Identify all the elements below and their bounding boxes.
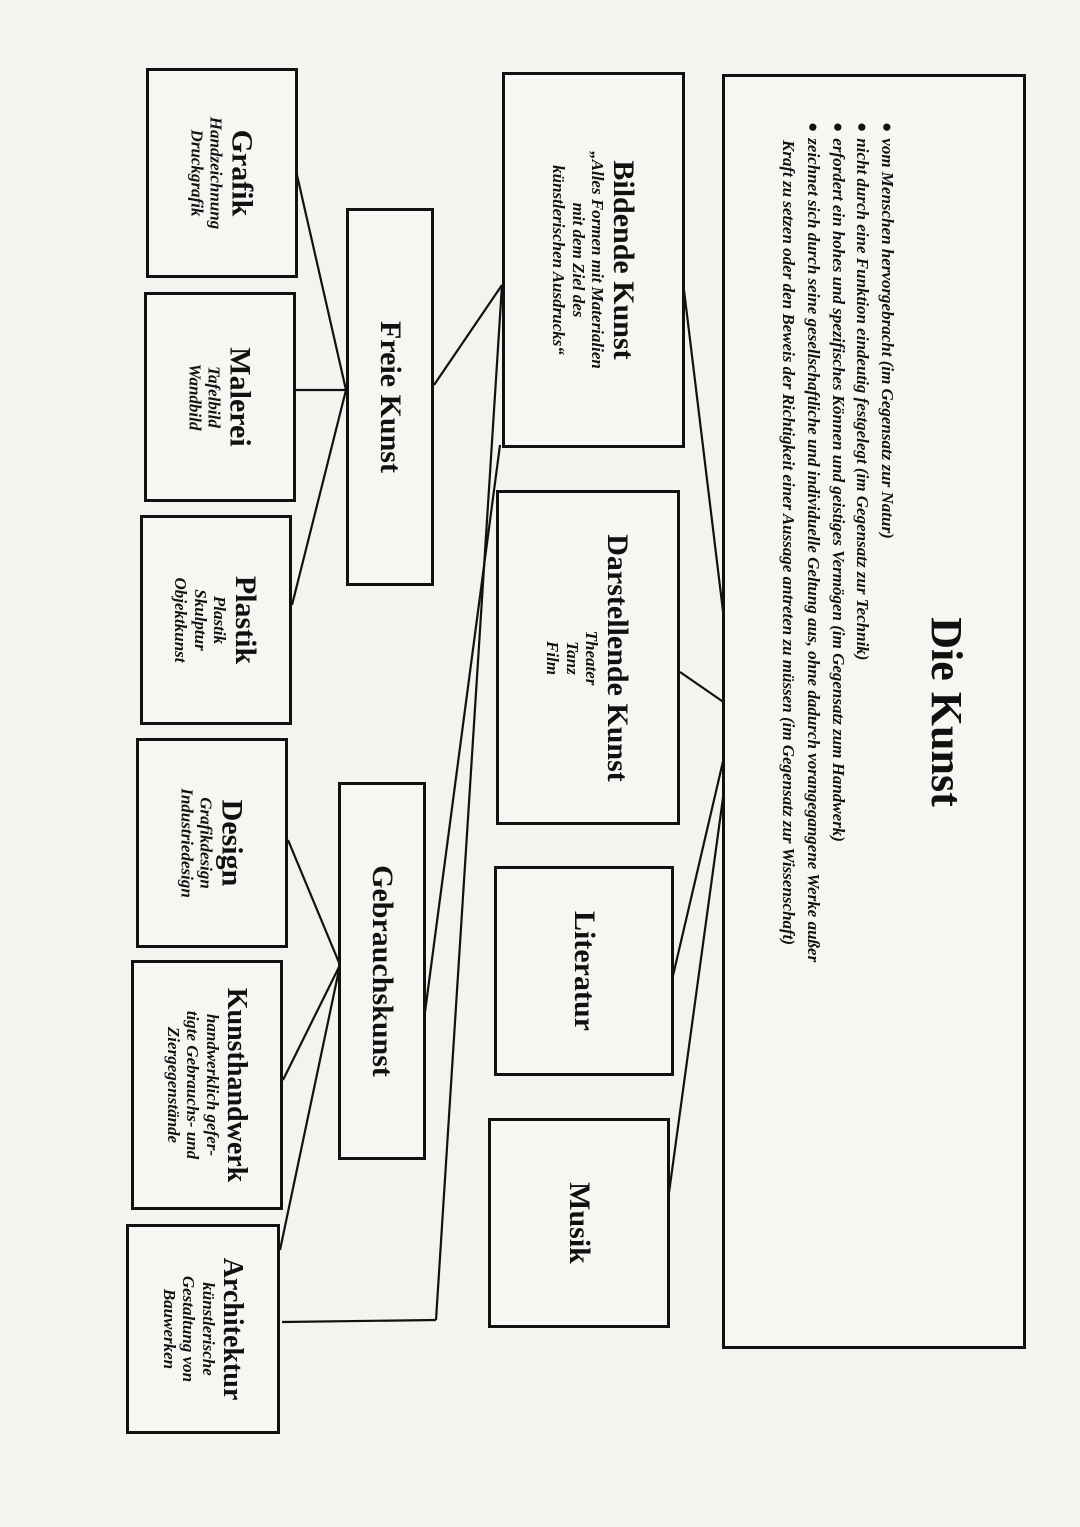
plastik-line: Objektkunst bbox=[171, 577, 191, 663]
box-grafik bbox=[146, 68, 298, 278]
main-bullet-list bbox=[776, 92, 899, 1332]
box-darstellende-kunst bbox=[496, 490, 680, 825]
kunsthandwerk-line: tigte Gebrauchs- und bbox=[183, 1010, 203, 1160]
malerei-title: Malerei bbox=[223, 347, 257, 447]
kunsthandwerk-line: Ziergegenstände bbox=[163, 1026, 183, 1144]
connector-freie-grafik bbox=[297, 175, 346, 390]
musik-title: Musik bbox=[562, 1182, 596, 1264]
architektur-line: Gestaltung von bbox=[179, 1275, 199, 1383]
malerei-line: Tafelbild bbox=[204, 366, 224, 428]
darstellende-line: Film bbox=[543, 640, 563, 675]
kunsthandwerk-line: handwerklich gefer- bbox=[202, 1013, 222, 1157]
bullet-item: ●nicht durch eine Funktion eindeutig festgelegt (im Gegensatz zur Technik) bbox=[853, 121, 873, 660]
connector-gebrauch-kunsthandwerk bbox=[283, 965, 340, 1080]
box-plastik bbox=[140, 515, 292, 725]
architektur-line: Bauwerken bbox=[159, 1288, 179, 1370]
bildende-line: künstlerischen Ausdrucks“ bbox=[548, 165, 568, 355]
darstellende-line: Tanz bbox=[563, 640, 583, 675]
box-gebrauchskunst bbox=[338, 782, 426, 1160]
connector-freie-plastik bbox=[292, 390, 346, 605]
grafik-line: Handzeichnung bbox=[206, 116, 226, 230]
plastik-line: Skulptur bbox=[191, 589, 211, 651]
box-kunsthandwerk bbox=[131, 960, 283, 1210]
main-title: Die Kunst bbox=[922, 616, 972, 807]
box-die-kunst bbox=[722, 74, 1026, 1349]
box-design bbox=[136, 738, 288, 948]
grafik-title: Grafik bbox=[225, 129, 259, 217]
bildende-title: Bildende Kunst bbox=[606, 160, 640, 360]
architektur-line: künstlerische bbox=[198, 1282, 218, 1376]
box-musik bbox=[488, 1118, 670, 1328]
box-malerei bbox=[144, 292, 296, 502]
literatur-title: Literatur bbox=[567, 911, 601, 1031]
design-line: Grafikdesign bbox=[196, 797, 216, 889]
connector-architektur-link bbox=[282, 1320, 436, 1322]
bildende-line: „Alles Formen mit Materialien bbox=[588, 151, 608, 369]
connector-gebrauch-design bbox=[288, 840, 340, 965]
malerei-line: Wandbild bbox=[185, 363, 205, 431]
plastik-title: Plastik bbox=[229, 575, 263, 665]
bullet-item: ●zeichnet sich durch seine gesellschaftliche und individuelle Geltung aus, ohne dadurch vorangegangene Werke außer bbox=[804, 121, 824, 962]
connector-gebrauch-architektur bbox=[280, 965, 340, 1250]
connector-bildende-freie bbox=[434, 285, 502, 385]
architektur-title: Architektur bbox=[217, 1257, 249, 1401]
grafik-line: Druckgrafik bbox=[187, 129, 207, 217]
freie-title: Freie Kunst bbox=[373, 321, 407, 473]
plastik-line: Plastik bbox=[210, 595, 230, 645]
bildende-line: mit dem Ziel des bbox=[568, 202, 588, 318]
bullet-item: ●erfordert ein hohes und spezifisches Können und geistiges Vermögen (im Gegensatz zum Handwerk) bbox=[828, 121, 848, 842]
box-freie-kunst bbox=[346, 208, 434, 586]
darstellende-title: Darstellende Kunst bbox=[601, 533, 635, 782]
gebrauch-title: Gebrauchskunst bbox=[365, 865, 399, 1077]
box-literatur bbox=[494, 866, 674, 1076]
box-bildende-kunst bbox=[502, 72, 685, 448]
box-architektur bbox=[126, 1224, 280, 1434]
design-title: Design bbox=[215, 799, 249, 887]
kunsthandwerk-title: Kunsthandwerk bbox=[221, 987, 253, 1183]
darstellende-line: Theater bbox=[582, 630, 602, 685]
design-line: Industriedesign bbox=[177, 788, 197, 898]
bullet-item-continuation: Kraft zu setzen oder den Beweis der Richtigkeit einer Aussage antreten zu müssen (im Gegensatz zur Wissenschaft) bbox=[779, 139, 799, 945]
bullet-item: ●vom Menschen hervorgebracht (im Gegensatz zur Natur) bbox=[878, 121, 898, 539]
